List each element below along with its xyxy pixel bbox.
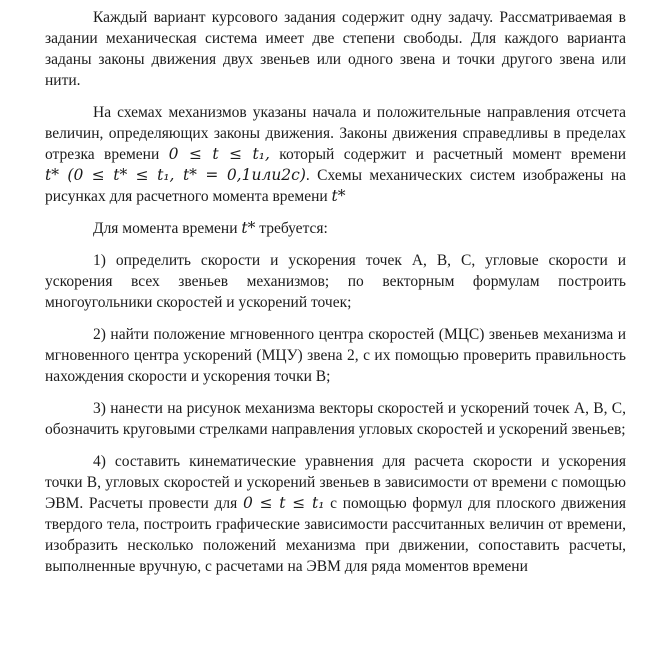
- text-run: 3) нанести на рисунок механизма векторы скоростей и ускорений точек А, В, С, обозначить круговыми стрелками направления угловых скоростей и ускорений звеньев;: [45, 400, 626, 438]
- math-expression: t*: [331, 187, 346, 205]
- text-run: 4) составить кинематические уравнения для расчета скорости и ускорения точки В, угловых скоростей и ускорений звеньев в зависимости от времени с помощью ЭВМ. Расчеты провести для: [45, 453, 626, 512]
- paragraph: [45, 7, 626, 91]
- paragraph: [45, 250, 626, 313]
- paragraph: [45, 218, 626, 239]
- paragraph: [45, 324, 626, 387]
- text-run: Каждый вариант курсового задания содержит одну задачу. Рассматриваемая в задании механическая система имеет две степени свободы. Для каждого варианта заданы законы движения двух звеньев или одного звена и точки другого звена или нити.: [45, 9, 626, 89]
- text-run: требуется:: [255, 220, 328, 237]
- text-run: . Схемы механических систем изображены на рисунках для расчетного момента времени: [45, 167, 626, 205]
- text-run: На схемах механизмов указаны начала и положительные направления отсчета величин, определяющих законы движения. Законы движения справедливы в пределах отрезка времени: [45, 104, 626, 163]
- math-expression: 0 ≤ t ≤ t₁: [242, 494, 325, 512]
- text-run: 2) найти положение мгновенного центра скоростей (МЦС) звеньев механизма и мгновенного центра ускорений (МЦУ) звена 2, с их помощью проверить правильность нахождения скорости и ускорения точки В;: [45, 326, 626, 385]
- paragraph: [45, 398, 626, 440]
- paragraph: [45, 451, 626, 577]
- text-run: с помощью формул для плоского движения твердого тела, построить графические зависимости рассчитанных величин от времени, изобразить несколько положений механизма при движении, сопоставить расчеты, выполненные вручную, с расчетами на ЭВМ для ряда моментов времени: [45, 495, 626, 575]
- paragraph: [45, 102, 626, 207]
- document-body: [45, 7, 626, 577]
- math-expression: t*: [241, 219, 256, 237]
- text-run: Для момента времени: [93, 220, 242, 237]
- text-run: 1) определить скорости и ускорения точек А, В, С, угловые скорости и ускорения всех звеньев механизмов; по векторным формулам построить многоугольники скоростей и ускорений точек;: [45, 252, 626, 311]
- text-run: который содержит и расчетный момент времени: [269, 146, 626, 163]
- math-expression: 0 ≤ t ≤ t₁,: [168, 145, 270, 163]
- math-expression: t* (0 ≤ t* ≤ t₁, t* = 0,1или2с): [45, 166, 306, 184]
